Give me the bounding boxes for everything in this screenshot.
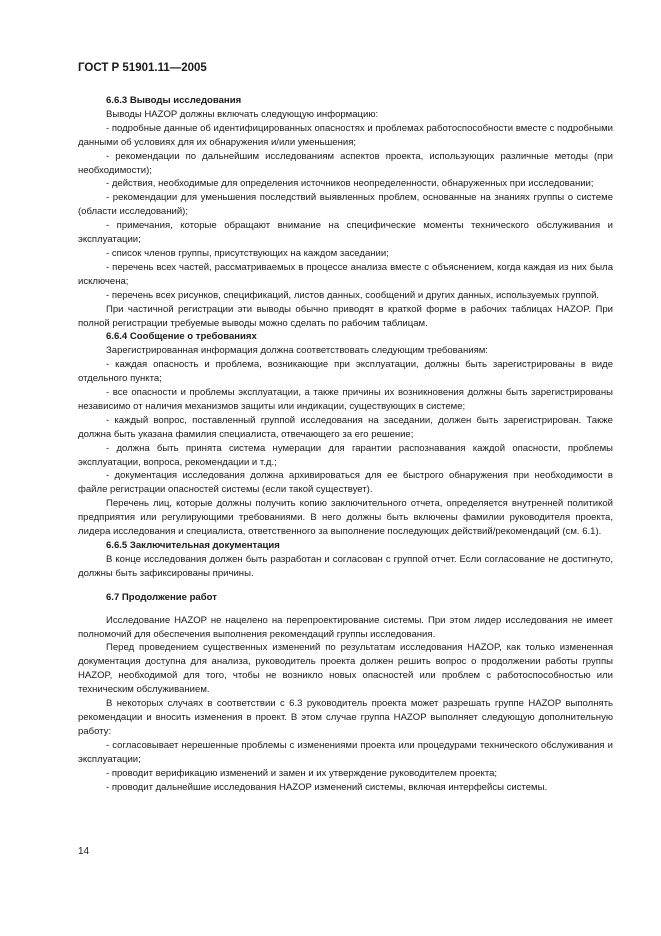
- paragraph: Перечень лиц, которые должны получить копию заключительного отчета, определяется внутренней политикой предприятия или регулирующими требованиями. В него должны быть включены фамилии руководителя проекта, лидера исследования и специалиста, ответственного за выполнение последующих действий/рекомендаций (см. 6.1).: [78, 498, 613, 538]
- paragraph: В конце исследования должен быть разработан и согласован с группой отчет. Если согласование не достигнуто, должны быть зафиксированы причины.: [78, 553, 613, 579]
- page-number: 14: [78, 846, 90, 857]
- paragraph: - действия, необходимые для определения источников неопределенности, обнаруженных при исследовании;: [106, 178, 594, 190]
- section-heading: 6.6.5 Заключительная документация: [106, 540, 280, 551]
- section-heading: 6.6.4 Сообщение о требованиях: [106, 331, 257, 343]
- document-body: [78, 94, 613, 794]
- paragraph: Исследование HAZOP не нацелено на перепроектирование системы. При этом лидер исследования не имеет полномочий для обеспечения выполнения рекомендаций группы исследования.: [78, 614, 613, 640]
- paragraph: Выводы HAZOP должны включать следующую информацию:: [106, 108, 379, 120]
- paragraph: - рекомендации по дальнейшим исследованиям аспектов проекта, использующих различные методы (при необходимости);: [78, 150, 613, 176]
- paragraph: - документация исследования должна архивироваться для ее быстрого обнаружения при необходимости в файле регистрации опасностей системы (если такой существует).: [78, 470, 613, 496]
- paragraph: В некоторых случаях в соответствии с 6.3 руководитель проекта может разрешать группе HAZOP выполнять рекомендации и вносить изменения в проект. В этом случае группа HAZOP выполняет следующую дополнительную работу:: [78, 698, 613, 737]
- paragraph: - согласовывает нерешенные проблемы с изменениями проекта или процедурами технического обслуживания и эксплуатации;: [78, 739, 613, 765]
- paragraph: - каждый вопрос, поставленный группой исследования на заседании, должен быть зарегистрирован. Также должна быть указана фамилия специалиста, отвечающего за его решение;: [78, 414, 613, 440]
- paragraph: При частичной регистрации эти выводы обычно приводят в краткой форме в рабочих таблицах HAZOP. При полной регистрации требуемые выводы можно сделать по рабочим таблицам.: [78, 303, 613, 329]
- section-heading: 6.7 Продолжение работ: [106, 591, 217, 603]
- paragraph: - список членов группы, присутствующих на каждом заседании;: [106, 247, 389, 259]
- paragraph: - перечень всех рисунков, спецификаций, листов данных, сообщений и других данных, используемых группой.: [106, 289, 600, 301]
- paragraph: - должна быть принята система нумерации для гарантии распознавания каждой опасности, проблемы эксплуатации, вопроса, рекомендации и т.д.;: [78, 442, 613, 468]
- paragraph: - перечень всех частей, рассматриваемых в процессе анализа вместе с объяснением, когда каждая из них была исключена;: [78, 261, 613, 287]
- paragraph: Зарегистрированная информация должна соответствовать следующим требованиям:: [106, 345, 488, 357]
- paragraph: - подробные данные об идентифицированных опасностях и проблемах работоспособности вместе с подробными данными об условиях для их обнаружения и/или уменьшения;: [78, 122, 613, 148]
- paragraph: - каждая опасность и проблема, возникающие при эксплуатации, должны быть зарегистрированы в виде отдельного пункта;: [78, 359, 613, 385]
- paragraph: - примечания, которые обращают внимание на специфические моменты технического обслуживания и эксплуатации;: [78, 220, 613, 246]
- paragraph: - все опасности и проблемы эксплуатации, а также причины их возникновения должны быть зарегистрированы независимо от наличия механизмов защиты или индикации, существующих в системе;: [78, 387, 613, 412]
- paragraph: - рекомендации для уменьшения последствий выявленных проблем, основанные на знаниях группы о системе (области исследований);: [78, 192, 613, 218]
- paragraph: - проводит дальнейшие исследования HAZOP изменений системы, включая интерфейсы системы.: [106, 781, 548, 793]
- document-header: ГОСТ Р 51901.11—2005: [78, 62, 207, 74]
- paragraph: Перед проведением существенных изменений по результатам исследования HAZOP, как только измененная документация доступна для анализа, руководитель проекта должен решить вопрос о продолжении работы группы HAZOP, необходимой для того, чтобы не возникло новых опасностей или проблем с работоспособностью или техническим обслуживанием.: [78, 642, 613, 696]
- section-heading: 6.6.3 Выводы исследования: [106, 95, 242, 106]
- paragraph: - проводит верификацию изменений и замен и их утверждение руководителем проекта;: [106, 767, 498, 779]
